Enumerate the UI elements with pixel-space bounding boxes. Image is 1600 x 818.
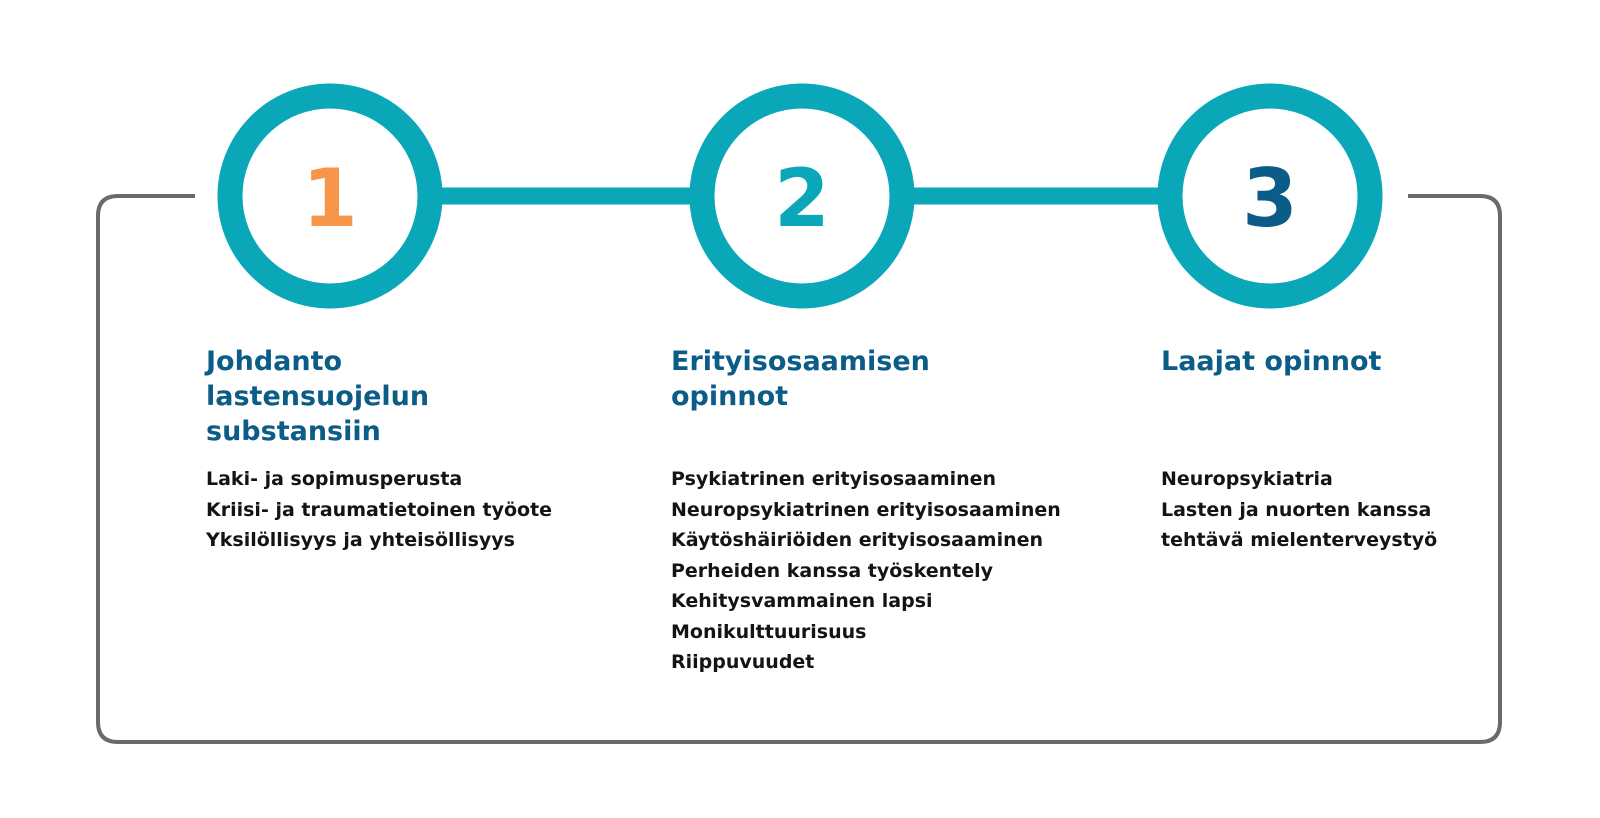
step-number-1: 1 (302, 152, 358, 245)
list-item: Perheiden kanssa työskentely (671, 559, 994, 582)
list-item: Yksilöllisyys ja yhteisöllisyys (206, 529, 515, 551)
list-item: Riippuvuudet (671, 651, 815, 673)
list-item: Kehitysvammainen lapsi (671, 590, 933, 612)
list-item: Neuropsykiatria (1161, 468, 1333, 490)
step-heading-2 (671, 344, 1111, 464)
step-column-1 (206, 344, 626, 556)
list-item: Neuropsykiatrinen erityisosaaminen (671, 498, 1061, 521)
list-item: tehtävä mielenterveystyö (1161, 529, 1438, 551)
step-heading-1 (206, 344, 626, 464)
heading-line: lastensuojelun (206, 381, 430, 412)
heading-line: substansiin (206, 416, 381, 447)
step-column-3 (1161, 344, 1541, 556)
step-items-1 (206, 464, 626, 556)
step-number-3: 3 (1242, 152, 1298, 245)
step-items-2 (671, 464, 1111, 678)
list-item: Kriisi- ja traumatietoinen työote (206, 498, 553, 521)
list-item: Monikulttuurisuus (671, 620, 867, 643)
list-item: Käytöshäiriöiden erityisosaaminen (671, 529, 1044, 551)
list-item: Laki- ja sopimusperusta (206, 468, 463, 490)
step-items-3 (1161, 464, 1541, 556)
heading-line: Johdanto (206, 346, 343, 377)
step-number-2: 2 (774, 152, 830, 245)
step-column-2 (671, 344, 1111, 678)
heading-line: Erityisosaamisen (671, 346, 930, 377)
list-item: Psykiatrinen erityisosaaminen (671, 468, 997, 490)
heading-line: opinnot (671, 381, 789, 412)
list-item: Lasten ja nuorten kanssa (1161, 498, 1432, 521)
heading-line: Laajat opinnot (1161, 346, 1382, 377)
step-heading-3 (1161, 344, 1541, 464)
